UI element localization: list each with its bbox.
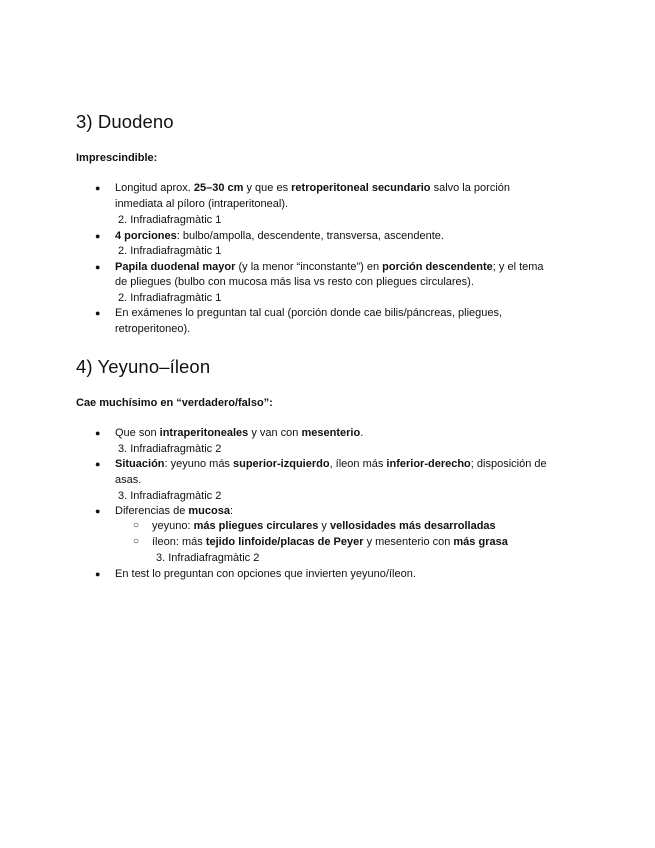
list-item: Diferencias de mucosa: bbox=[115, 505, 234, 517]
bullet-icon: ● bbox=[95, 308, 101, 318]
sub-list-item: íleon: más tejido linfoide/placas de Peyer y mesenterio con más grasa bbox=[152, 536, 508, 548]
section-subtitle: Cae muchísimo en “verdadero/falso”: bbox=[76, 397, 273, 409]
list-item-continuation: de pliegues (bulbo con mucosa más lisa vs resto con pliegues circulares). bbox=[115, 276, 474, 288]
bullet-icon: ● bbox=[95, 231, 101, 241]
list-item: Papila duodenal mayor (y la menor “inconstante”) en porción descendente; y el tema bbox=[115, 261, 544, 273]
list-item-continuation: retroperitoneo). bbox=[115, 323, 191, 335]
sub-list-item: yeyuno: más pliegues circulares y vellosidades más desarrolladas bbox=[152, 520, 496, 532]
reference-note: 3. Infradiafragmàtic 2 bbox=[156, 552, 260, 564]
section-subtitle: Imprescindible: bbox=[76, 152, 158, 164]
bullet-icon: ● bbox=[95, 459, 101, 469]
circle-bullet-icon: ○ bbox=[133, 520, 140, 531]
reference-note: 2. Infradiafragmàtic 1 bbox=[118, 292, 222, 304]
reference-note: 3. Infradiafragmàtic 2 bbox=[118, 490, 222, 502]
bullet-icon: ● bbox=[95, 569, 101, 579]
list-item: En exámenes lo preguntan tal cual (porción donde cae bilis/páncreas, pliegues, bbox=[115, 307, 503, 319]
circle-bullet-icon: ○ bbox=[133, 536, 140, 547]
bullet-icon: ● bbox=[95, 506, 101, 516]
section-heading-duodeno: 3) Duodeno bbox=[76, 111, 174, 132]
bullet-icon: ● bbox=[95, 183, 101, 193]
list-item: En test lo preguntan con opciones que invierten yeyuno/íleon. bbox=[115, 568, 416, 580]
bullet-icon: ● bbox=[95, 428, 101, 438]
list-item-continuation: inmediata al píloro (intraperitoneal). bbox=[115, 198, 289, 210]
reference-note: 2. Infradiafragmàtic 1 bbox=[118, 214, 222, 226]
section-heading-yeyuno-ileon: 4) Yeyuno–íleon bbox=[76, 356, 211, 377]
reference-note: 2. Infradiafragmàtic 1 bbox=[118, 245, 222, 257]
list-item: 4 porciones: bulbo/ampolla, descendente, transversa, ascendente. bbox=[115, 230, 444, 242]
list-item-continuation: asas. bbox=[115, 474, 142, 486]
list-item: Situación: yeyuno más superior-izquierdo, íleon más inferior-derecho; disposición de bbox=[115, 458, 547, 470]
list-item: Que son intraperitoneales y van con mesenterio. bbox=[115, 427, 364, 439]
list-item: Longitud aprox. 25–30 cm y que es retroperitoneal secundario salvo la porción bbox=[115, 182, 511, 194]
bullet-icon: ● bbox=[95, 262, 101, 272]
reference-note: 3. Infradiafragmàtic 2 bbox=[118, 443, 222, 455]
